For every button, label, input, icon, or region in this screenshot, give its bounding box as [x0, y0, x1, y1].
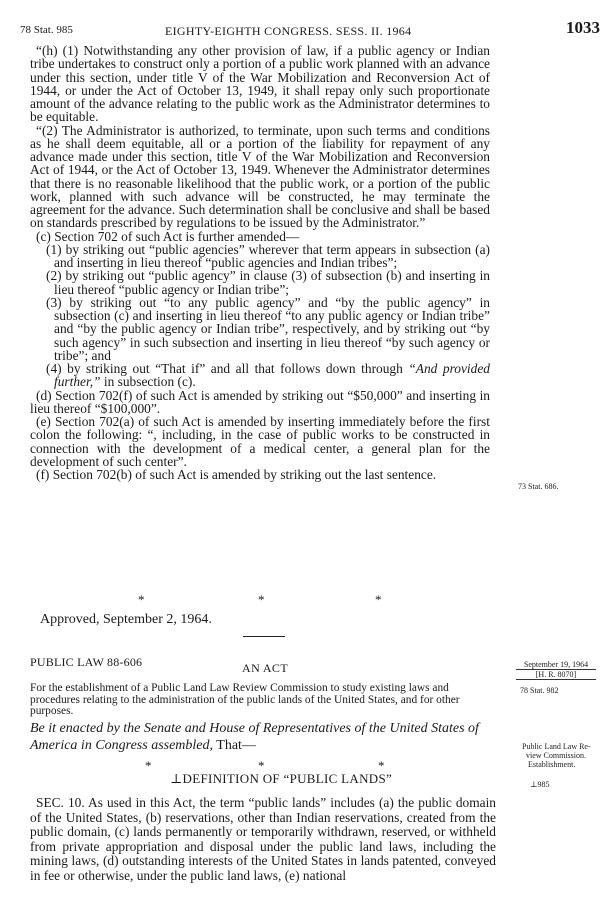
margin-note-stat-686: 73 Stat. 686.: [518, 482, 559, 491]
definition-heading: ⊥DEFINITION OF “PUBLIC LANDS”: [170, 771, 393, 786]
amendment-text: [30, 44, 490, 481]
paragraph-h2: “(2) The Administrator is authorized, to terminate, upon such terms and conditions as he shall deem equitable, all or a portion of the liability for repayment of any advance made under this section, title V of the War Mobilization and Reconversion Act of 1944, or the Act of October 13, 1949. Whenever the Administrator determines that there is no reasonable likelihood that the public work, or a portion of the public work, planned with such advance will be constructed, he may terminate the agreement for the advance. Such determination shall be conclusive and shall be based on standards prescribed by regulations to be issued by the Administrator.”: [30, 122, 490, 231]
paragraph-c2: (2) by striking out “public agency” in clause (3) of subsection (b) and inserting in lieu thereof “public agency or Indian tribe”;: [46, 268, 490, 297]
paragraph-d: (d) Section 702(f) of such Act is amended by striking out “$50,000” and inserting in lieu thereof “$100,000”.: [30, 387, 490, 416]
c4-text-c: in subsection (c).: [100, 374, 196, 390]
margin-note-commission-line3: Establishment.: [528, 760, 576, 769]
approval-date: Approved, September 2, 1964.: [40, 612, 212, 627]
star-6: *: [378, 758, 385, 773]
margin-note-date-bill: [510, 660, 602, 680]
act-title: For the establishment of a Public Land Law Review Commission to study existing laws and procedures relating to the administration of the public lands of the United States, and for other purposes.: [30, 682, 460, 717]
enacting-clause-italic: Be it enacted by the Senate and House of Representatives of the United States of America in Congress assembled,: [30, 721, 479, 753]
paragraph-c: (c) Section 702 of such Act is further amended—: [36, 228, 300, 244]
public-law-number: PUBLIC LAW 88-606: [30, 655, 143, 669]
running-header: [20, 18, 600, 40]
section-divider: [243, 636, 285, 637]
margin-note-commission-line1: Public Land Law Re-: [522, 742, 591, 751]
header-congress-session: EIGHTY-EIGHTH CONGRESS. SESS. II. 1964: [165, 24, 412, 38]
margin-note-bill: [H. R. 8070]: [516, 669, 596, 680]
section-10-text: SEC. 10. As used in this Act, the term “public lands” includes (a) the public domain of the United States, (b) reservations, other than Indian reservations, created from the public domain, (c) lands permanently or temporarily withdrawn, reserved, or withheld from private appropriation and disposal under the public land laws, including the mining laws, (d) outstanding interests of the United States in lands patented, conveyed in fee or otherwise, under the public land laws, (e) national: [30, 795, 496, 883]
paragraph-c1: (1) by striking out “public agencies” wherever that term appears in subsection (a) and inserting in lieu thereof “public agencies and Indian tribes”;: [46, 241, 490, 270]
paragraph-c4: [30, 362, 490, 389]
enacting-clause: [30, 720, 498, 754]
margin-note-page-mark: ⊥985: [530, 780, 550, 789]
c4-text-a: (4) by striking out “That if” and all that follows down through: [46, 361, 409, 376]
star-3: *: [375, 592, 382, 607]
margin-note-date: September 19, 1964: [523, 660, 589, 669]
star-5: *: [258, 758, 265, 773]
page-number: 1033: [566, 18, 600, 37]
star-1: *: [138, 592, 145, 607]
margin-note-commission: [522, 742, 614, 769]
c4-text-italic: “And provided further,”: [54, 361, 490, 390]
paragraph-h1: “(h) (1) Notwithstanding any other provision of law, if a public agency or Indian tribe undertakes to construct only a portion of a public work planned with an advance under this section, under title V of the War Mobilization and Reconversion Act of 1944, or under the Act of October 13, 1949, it shall repay only such proportionate amount of the advance relating to the public work as the Administrator determines to be equitable.: [30, 43, 490, 125]
paragraph-c3: (3) by striking out “to any public agency” and “by the public agency” in subsection (c) and inserting in lieu thereof “to any public agency or Indian tribe” and “by the public agency or Indian tribe”, respectively, and by striking out “by such agency” in such subsection and inserting in lieu thereof “by such agency or tribe”; and: [46, 294, 490, 363]
margin-note-stat-982: 78 Stat. 982: [520, 686, 559, 695]
enacting-clause-that: That—: [213, 738, 256, 753]
paragraph-e: (e) Section 702(a) of such Act is amended by inserting immediately before the first colon the following: “, including, in the case of public works to be constructed in connection with the development of a medical center, a general plan for the development of such center”.: [30, 414, 490, 469]
header-stat-ref: 78 Stat. 985: [20, 24, 73, 36]
paragraph-f: (f) Section 702(b) of such Act is amended by striking out the last sentence.: [36, 467, 437, 482]
star-4: *: [145, 758, 152, 773]
section-10: [30, 796, 496, 884]
star-2: *: [258, 592, 265, 607]
margin-note-commission-line2: view Commission.: [526, 751, 587, 760]
an-act-heading: AN ACT: [242, 661, 289, 675]
